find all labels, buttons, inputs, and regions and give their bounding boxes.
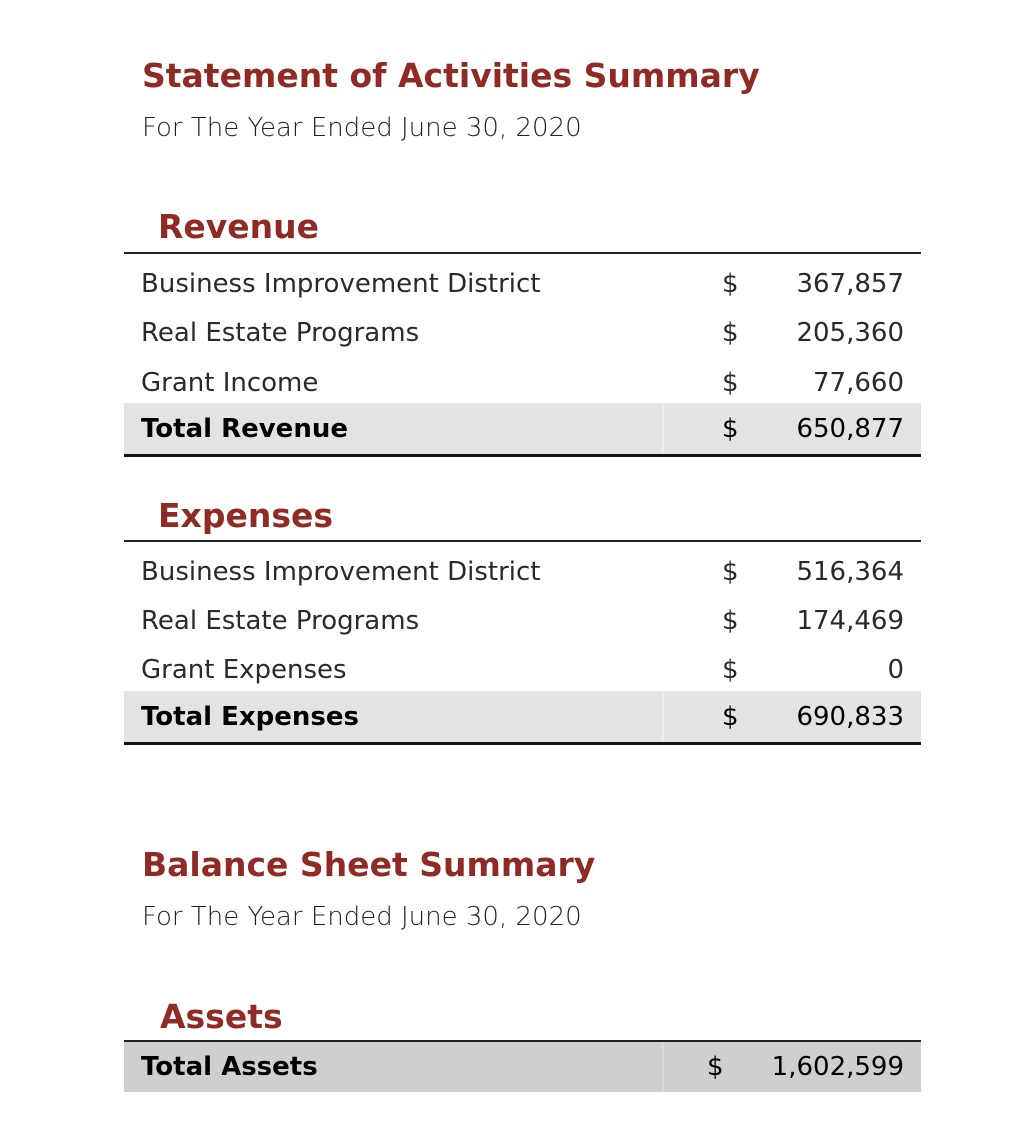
currency-symbol: $ bbox=[722, 655, 739, 685]
row-amount: 516,364 bbox=[796, 557, 904, 587]
total-label: Total Expenses bbox=[141, 702, 359, 732]
row-amount: 205,360 bbox=[796, 318, 904, 348]
currency-symbol: $ bbox=[707, 1052, 724, 1082]
total-revenue-row bbox=[124, 403, 921, 455]
balance-subtitle: For The Year Ended June 30, 2020 bbox=[142, 902, 582, 932]
row-label: Business Improvement District bbox=[141, 269, 541, 299]
expenses-heading: Expenses bbox=[158, 496, 333, 535]
column-divider bbox=[662, 691, 664, 743]
expenses-bottom-rule bbox=[124, 742, 921, 745]
row-amount: 77,660 bbox=[813, 368, 904, 398]
activities-title: Statement of Activities Summary bbox=[142, 56, 760, 95]
currency-symbol: $ bbox=[722, 606, 739, 636]
revenue-row bbox=[124, 308, 921, 358]
activities-subtitle: For The Year Ended June 30, 2020 bbox=[142, 113, 582, 143]
currency-symbol: $ bbox=[722, 557, 739, 587]
revenue-row bbox=[124, 259, 921, 309]
currency-symbol: $ bbox=[722, 318, 739, 348]
row-amount: 174,469 bbox=[796, 606, 904, 636]
expenses-row bbox=[124, 596, 921, 646]
total-label: Total Assets bbox=[141, 1052, 318, 1082]
row-amount: 0 bbox=[887, 655, 904, 685]
revenue-top-rule bbox=[124, 252, 921, 254]
column-divider bbox=[662, 1042, 664, 1092]
expenses-top-rule bbox=[124, 540, 921, 542]
total-amount: 650,877 bbox=[796, 414, 904, 444]
total-amount: 1,602,599 bbox=[771, 1052, 904, 1082]
balance-title: Balance Sheet Summary bbox=[142, 845, 596, 884]
total-label: Total Revenue bbox=[141, 414, 348, 444]
column-divider bbox=[662, 403, 664, 455]
row-label: Real Estate Programs bbox=[141, 606, 420, 636]
revenue-bottom-rule bbox=[124, 454, 921, 457]
revenue-row bbox=[124, 358, 921, 408]
currency-symbol: $ bbox=[722, 269, 739, 299]
total-amount: 690,833 bbox=[796, 702, 904, 732]
total-assets-row bbox=[124, 1042, 921, 1092]
currency-symbol: $ bbox=[722, 368, 739, 398]
row-label: Grant Income bbox=[141, 368, 319, 398]
expenses-row bbox=[124, 645, 921, 695]
expenses-row bbox=[124, 547, 921, 597]
row-label: Business Improvement District bbox=[141, 557, 541, 587]
row-label: Grant Expenses bbox=[141, 655, 347, 685]
revenue-heading: Revenue bbox=[158, 207, 320, 246]
row-label: Real Estate Programs bbox=[141, 318, 420, 348]
row-amount: 367,857 bbox=[796, 269, 904, 299]
currency-symbol: $ bbox=[722, 414, 739, 444]
currency-symbol: $ bbox=[722, 702, 739, 732]
total-expenses-row bbox=[124, 691, 921, 743]
assets-heading: Assets bbox=[160, 997, 283, 1036]
